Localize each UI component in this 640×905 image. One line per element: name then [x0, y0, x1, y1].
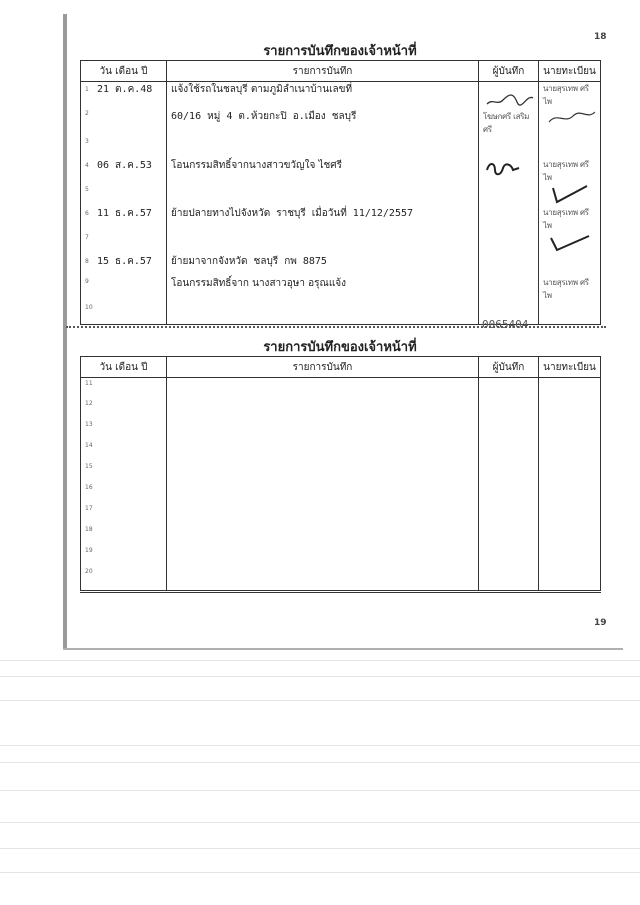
scan-line — [0, 745, 640, 746]
row-number: 1 — [85, 85, 89, 93]
table-row — [81, 276, 601, 302]
table-row — [81, 232, 601, 254]
scan-line — [0, 848, 640, 849]
page-number-bottom: 19 — [594, 618, 607, 628]
table-row — [81, 567, 601, 588]
registrar-cell — [539, 254, 601, 276]
entry-text — [167, 136, 479, 158]
recorder-cell — [479, 276, 539, 302]
table-row — [81, 420, 601, 441]
table-row — [81, 441, 601, 462]
row-number: 7 — [85, 233, 89, 241]
row-number: 13 — [85, 421, 93, 428]
records-table-2 — [80, 356, 601, 593]
registrar-cell — [539, 184, 601, 206]
registrar-cell — [539, 206, 601, 232]
registrar-cell — [539, 276, 601, 302]
header-registrar: นายทะเบียน — [539, 357, 601, 378]
table-row — [81, 82, 601, 109]
header-registrar: นายทะเบียน — [539, 61, 601, 82]
scan-line — [0, 790, 640, 791]
table-row — [81, 399, 601, 420]
recorder-cell — [479, 232, 539, 254]
page-number-top: 18 — [594, 32, 607, 42]
row-number: 14 — [85, 442, 93, 449]
registrar-stamp: นายสุรเทพ ศรีไพ — [543, 278, 589, 300]
registrar-cell — [539, 158, 601, 184]
row-number: 10 — [85, 303, 93, 311]
row-number: 11 — [85, 379, 93, 387]
signature-image — [483, 158, 523, 178]
row-number: 5 — [85, 185, 89, 193]
header-date: วัน เดือน ปี — [81, 61, 167, 82]
row-number: 16 — [85, 484, 93, 491]
row-number: 4 — [85, 161, 89, 169]
row-number: 9 — [85, 277, 89, 285]
table-row — [81, 483, 601, 504]
recorder-cell — [479, 158, 539, 184]
scan-edge-left — [63, 14, 67, 650]
registrar-cell — [539, 82, 601, 137]
table-end-rule — [81, 588, 601, 592]
header-recorder: ผู้บันทึก — [479, 357, 539, 378]
table-row — [81, 158, 601, 184]
signature-image — [543, 232, 593, 252]
registrar-cell — [539, 302, 601, 324]
section1-title: รายการบันทึกของเจ้าหน้าที่ — [263, 44, 417, 59]
table-row — [81, 136, 601, 158]
registrar-stamp: นายสุรเทพ ศรีไพ — [543, 160, 589, 182]
row-number: 19 — [85, 547, 93, 554]
entry-date: 21 ต.ค.48 — [97, 84, 153, 95]
recorder-stamp: โฆษกศรี เสริมศรี — [483, 112, 530, 134]
entry-date: 15 ธ.ค.57 — [97, 256, 152, 267]
entry-text: โอนกรรมสิทธิ์จากนางสาวขวัญใจ ไชศรี — [167, 158, 479, 184]
scan-line — [0, 660, 640, 661]
row-number: 17 — [85, 505, 93, 512]
scan-line — [0, 676, 640, 677]
scan-line — [0, 872, 640, 873]
row-number: 3 — [85, 137, 89, 145]
scan-line — [0, 822, 640, 823]
row-number: 20 — [85, 568, 93, 575]
row-number: 2 — [85, 110, 89, 118]
recorder-cell — [479, 136, 539, 158]
row-number: 18 — [85, 526, 93, 533]
scan-edge-bottom — [63, 648, 623, 650]
table-row — [81, 184, 601, 206]
entry-text: ย้ายมาจากจังหวัด ชลบุรี กพ 8875 — [167, 254, 479, 276]
serial-number: 0065404 — [482, 318, 529, 331]
table-row — [81, 546, 601, 567]
registrar-stamp: นายสุรเทพ ศรีไพ — [543, 208, 589, 230]
recorder-cell — [479, 254, 539, 276]
registrar-cell — [539, 136, 601, 158]
entry-text: แจ้งใช้รถในชลบุรี ตามภูมิลำเนาบ้านเลขที่ — [167, 82, 479, 109]
row-number: 15 — [85, 463, 93, 470]
row-number: 12 — [85, 400, 93, 407]
entry-date: 06 ส.ค.53 — [97, 160, 152, 171]
recorder-cell — [479, 184, 539, 206]
header-entry: รายการบันทึก — [167, 357, 479, 378]
signature-image — [543, 184, 593, 204]
entry-text — [167, 302, 479, 324]
table-row — [81, 504, 601, 525]
records-table-1 — [80, 60, 601, 325]
table-row — [81, 525, 601, 546]
scan-line — [0, 700, 640, 701]
recorder-cell — [479, 206, 539, 232]
scan-line — [0, 762, 640, 763]
entry-date: 11 ธ.ค.57 — [97, 208, 152, 219]
signature-image — [483, 82, 541, 110]
section2-title: รายการบันทึกของเจ้าหน้าที่ — [263, 340, 417, 355]
header-date: วัน เดือน ปี — [81, 357, 167, 378]
entry-text — [167, 232, 479, 254]
header-entry: รายการบันทึก — [167, 61, 479, 82]
entry-text — [167, 184, 479, 206]
entry-text: 60/16 หมู่ 4 ต.ห้วยกะปิ อ.เมือง ชลบุรี — [167, 109, 479, 136]
table-row — [81, 378, 601, 399]
registrar-stamp: นายสุรเทพ ศรีไพ — [543, 84, 589, 106]
row-number: 6 — [85, 209, 89, 217]
registrar-cell — [539, 232, 601, 254]
table-row — [81, 462, 601, 483]
header-recorder: ผู้บันทึก — [479, 61, 539, 82]
table-row — [81, 206, 601, 232]
recorder-cell — [479, 82, 539, 137]
entry-text: ย้ายปลายทางไปจังหวัด ราชบุรี เมื่อวันที่ 11/12/2557 — [167, 206, 479, 232]
row-number: 8 — [85, 257, 89, 265]
signature-image — [543, 108, 601, 126]
table-row — [81, 254, 601, 276]
entry-text: โอนกรรมสิทธิ์จาก นางสาวอุษา อรุณแจ้ง — [167, 276, 479, 302]
